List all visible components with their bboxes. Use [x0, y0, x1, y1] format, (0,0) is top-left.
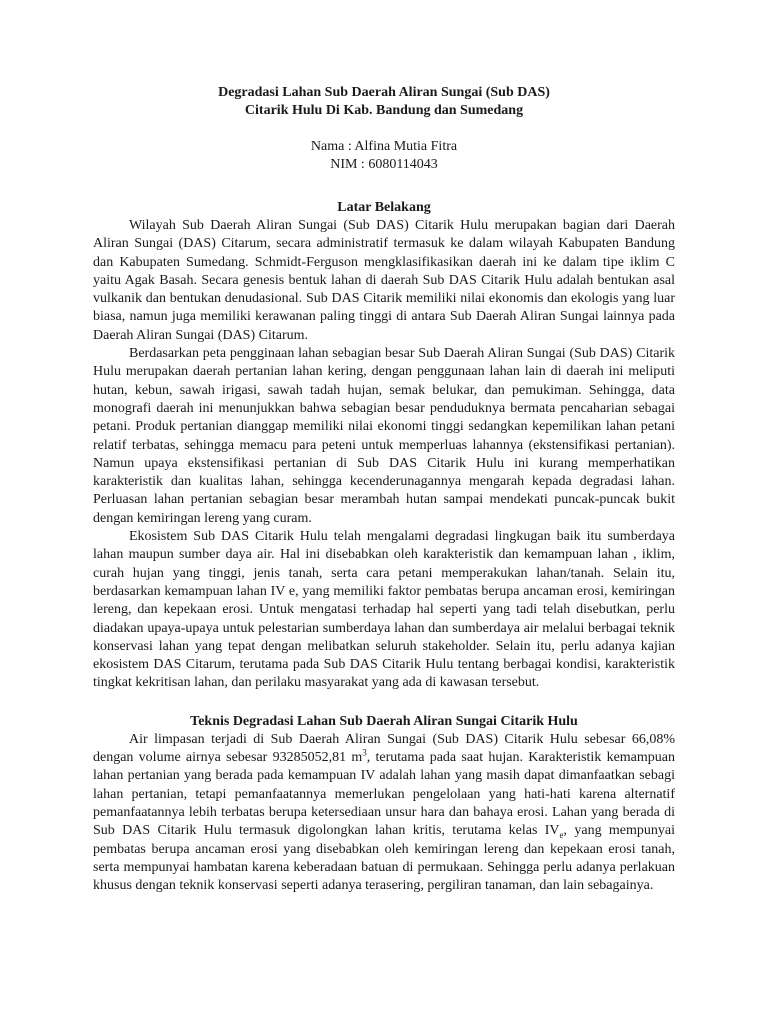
paragraph-text: , terutama pada saat hujan. Karakteristik kemampuan lahan pertanian yang berada pada kemampuan IV adalah lahan yang masih dapat dimanfaatkan sebagi lahan pertanian, tetapi pemanfaatannya memerlukan pengelolaan yang hati-hati karena alternatif pemanfaatannya lebih terbatas berupa ketersediaan unsur hara dan bahaya erosi. Lahan yang berada di Sub DAS Citarik Hulu termasuk digolongkan lahan kritis, terutama kelas IV	[93, 750, 675, 839]
paragraph-text: , yang mempunyai pembatas berupa ancaman erosi yang disebabkan oleh kemiringan lereng dan kepekaan erosi tanah, serta mempunyai hambatan karena keberadaan batuan di permukaan. Sehingga perlu adanya perlakuan khusus dengan teknik konservasi seperti adanya terasering, pergiliran tanaman, dan lain sebagainya.	[93, 823, 676, 894]
author-name: Nama : Alfina Mutia Fitra	[310, 139, 458, 154]
title-line-1: Degradasi Lahan Sub Daerah Aliran Sungai (Sub DAS)	[218, 85, 550, 100]
paragraph: Berdasarkan peta pengginaan lahan sebagian besar Sub Daerah Aliran Sungai (Sub DAS) Citarik Hulu merupakan daerah pertanian lahan kering, dengan penggunaan lahan lain di daerah ini meliputi hutan, kebun, sawah irigasi, sawah tadah hujan, semak belukar, dan pemukiman. Sehingga, data monografi daerah ini menunjukkan bahwa sebagian besar penduduknya bermata pencaharian sebagai petani. Produk pertanian dianggap memiliki nilai ekonomi tinggi sedangkan kepemilikan lahan petani relatif terbatas, sehingga memacu para peteni untuk memperluas lahannya (ekstensifikasi pertanian). Namun upaya ekstensifikasi pertanian di Sub DAS Citarik Hulu ini kurang memperhatikan karakteristik dan kualitas lahan, sehingga kecenderunagannya mengarah kepada degradasi lahan. Perluasan lahan pertanian sebagian besar merambah hutan sampai mendekati puncak-puncak bukit dengan kemiringan lereng yang curam.	[93, 346, 675, 526]
paragraph-text: Air limpasan terjadi di Sub Daerah Aliran Sungai (Sub DAS) Citarik Hulu sebesar 66,08% dengan volume airnya sebesar 93285052,81 m	[93, 731, 675, 766]
subscript: e	[559, 830, 564, 840]
author-nim: NIM : 6080114043	[330, 157, 438, 172]
paragraph: Ekosistem Sub DAS Citarik Hulu telah mengalami degradasi lingkugan baik itu sumberdaya lahan maupun sumber daya air. Hal ini disebabkan oleh karakteristik dan kemampuan lahan , iklim, curah hujan yang tinggi, jenis tanah, serta cara petani memperakukan lahan/tanah. Selain itu, berdasarkan kemampuan lahan IV e, yang memiliki faktor pembatas berupa ancaman erosi, kemiringan lereng, dan kepekaan erosi. Untuk mengatasi terhadap hal seperti yang tadi telah disebutkan, perlu diadakan upaya-upaya untuk pelestarian sumberdaya lahan dan sumberdaya air melalui berbagai teknik konservasi lahan yang tepat dengan melibatkan seluruh stakeholder. Selain itu, perlu adanya kajian ekosistem DAS Citarum, terutama pada Sub DAS Citarik Hulu tentang berbagai kondisi, karakteristik tingkat kekritisan lahan, dan perilaku masyarakat yang ada di kawasan tersebut.	[93, 529, 675, 691]
paragraph	[93, 731, 675, 896]
author-block	[93, 138, 675, 174]
title-line-2: Citarik Hulu Di Kab. Bandung dan Sumedang	[244, 103, 524, 118]
section-heading-latar-belakang: Latar Belakang	[337, 200, 431, 215]
document-title	[93, 84, 675, 120]
superscript: 3	[362, 747, 367, 758]
document-page	[93, 84, 675, 895]
paragraph: Wilayah Sub Daerah Aliran Sungai (Sub DAS) Citarik Hulu merupakan bagian dari Daerah Aliran Sungai (DAS) Citarum, secara administratif termasuk ke dalam wilayah Kabupaten Bandung dan Kabupaten Sumedang. Schmidt-Ferguson mengklasifikasikan daerah ini ke dalam tipe iklim C yaitu Agak Basah. Secara genesis bentuk lahan di daerah Sub DAS Citarik Hulu adalah bentukan asal vulkanik dan bentukan denudasional. Sub DAS Citarik memiliki nilai ekonomis dan ekologis yang luar biasa, namun juga memiliki kerawanan paling tinggi di antara Sub Daerah Aliran Sungai lainnya pada Daerah Aliran Sungai (DAS) Citarum.	[93, 218, 675, 343]
section-heading-teknis-degradasi: Teknis Degradasi Lahan Sub Daerah Aliran Sungai Citarik Hulu	[190, 713, 578, 729]
